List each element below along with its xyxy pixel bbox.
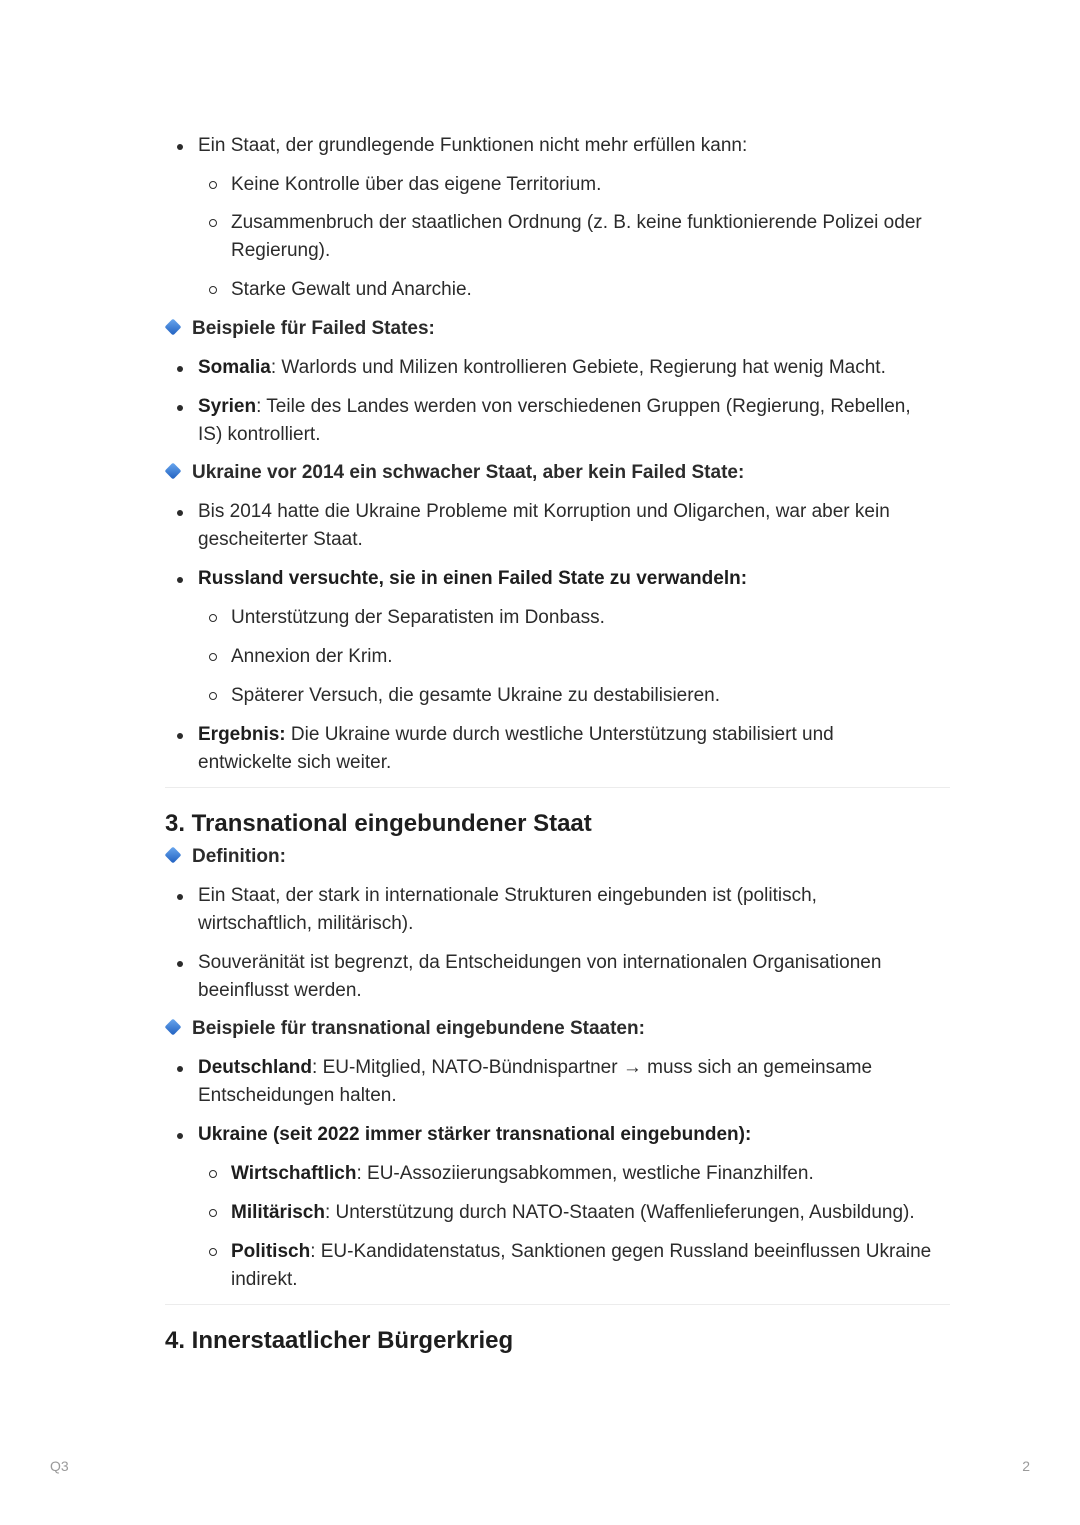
list-item: Wirtschaftlich: EU-Assoziierungsabkommen, westliche Finanzhilfen.	[165, 1160, 950, 1188]
list-item: Syrien: Teile des Landes werden von verschiedenen Gruppen (Regierung, Rebellen, IS) kontrolliert.	[165, 393, 950, 449]
list-item: Späterer Versuch, die gesamte Ukraine zu destabilisieren.	[165, 682, 950, 710]
section-subheading: Beispiele für Failed States:	[165, 315, 950, 343]
list-item: Somalia: Warlords und Milizen kontrollieren Gebiete, Regierung hat wenig Macht.	[165, 354, 950, 382]
list-item: Unterstützung der Separatisten im Donbass.	[165, 604, 950, 632]
section-subheading: Ukraine vor 2014 ein schwacher Staat, aber kein Failed State:	[165, 459, 950, 487]
section-subheading: Beispiele für transnational eingebundene Staaten:	[165, 1015, 950, 1043]
list-item: Souveränität ist begrenzt, da Entscheidungen von internationalen Organisationen beeinflusst werden.	[165, 949, 950, 1005]
list-item: Zusammenbruch der staatlichen Ordnung (z. B. keine funktionierende Polizei oder Regierung).	[165, 209, 950, 265]
section-heading: 3. Transnational eingebundener Staat	[165, 810, 592, 837]
list-item: Russland versuchte, sie in einen Failed State zu verwandeln:	[165, 565, 950, 593]
list-item: Ein Staat, der grundlegende Funktionen nicht mehr erfüllen kann:	[165, 132, 950, 160]
divider	[165, 1304, 950, 1305]
divider	[165, 787, 950, 788]
list-item: Militärisch: Unterstützung durch NATO-Staaten (Waffenlieferungen, Ausbildung).	[165, 1199, 950, 1227]
footer-label: Q3	[50, 1458, 69, 1474]
document-page	[165, 130, 950, 1357]
page-number: 2	[1022, 1458, 1030, 1474]
diamond-icon	[165, 847, 182, 864]
list-item: Ein Staat, der stark in internationale Strukturen eingebunden ist (politisch, wirtschaftlich, militärisch).	[165, 882, 950, 938]
list-item: Politisch: EU-Kandidatenstatus, Sanktionen gegen Russland beeinflussen Ukraine indirekt.	[165, 1238, 950, 1294]
section-heading: 4. Innerstaatlicher Bürgerkrieg	[165, 1327, 514, 1354]
list-item: Deutschland: EU-Mitglied, NATO-Bündnispartner → muss sich an gemeinsame Entscheidungen halten.	[165, 1054, 950, 1110]
diamond-icon	[165, 319, 182, 336]
list-item: Ukraine (seit 2022 immer stärker transnational eingebunden):	[165, 1121, 950, 1149]
list-item: Bis 2014 hatte die Ukraine Probleme mit Korruption und Oligarchen, war aber kein gescheiterter Staat.	[165, 498, 950, 554]
list-item: Ergebnis: Die Ukraine wurde durch westliche Unterstützung stabilisiert und entwickelte sich weiter.	[165, 721, 950, 777]
diamond-icon	[165, 1019, 182, 1036]
list-item: Annexion der Krim.	[165, 643, 950, 671]
list-item: Keine Kontrolle über das eigene Territorium.	[165, 171, 950, 199]
list-item: Starke Gewalt und Anarchie.	[165, 276, 950, 304]
section-subheading: Definition:	[165, 843, 950, 871]
diamond-icon	[165, 463, 182, 480]
